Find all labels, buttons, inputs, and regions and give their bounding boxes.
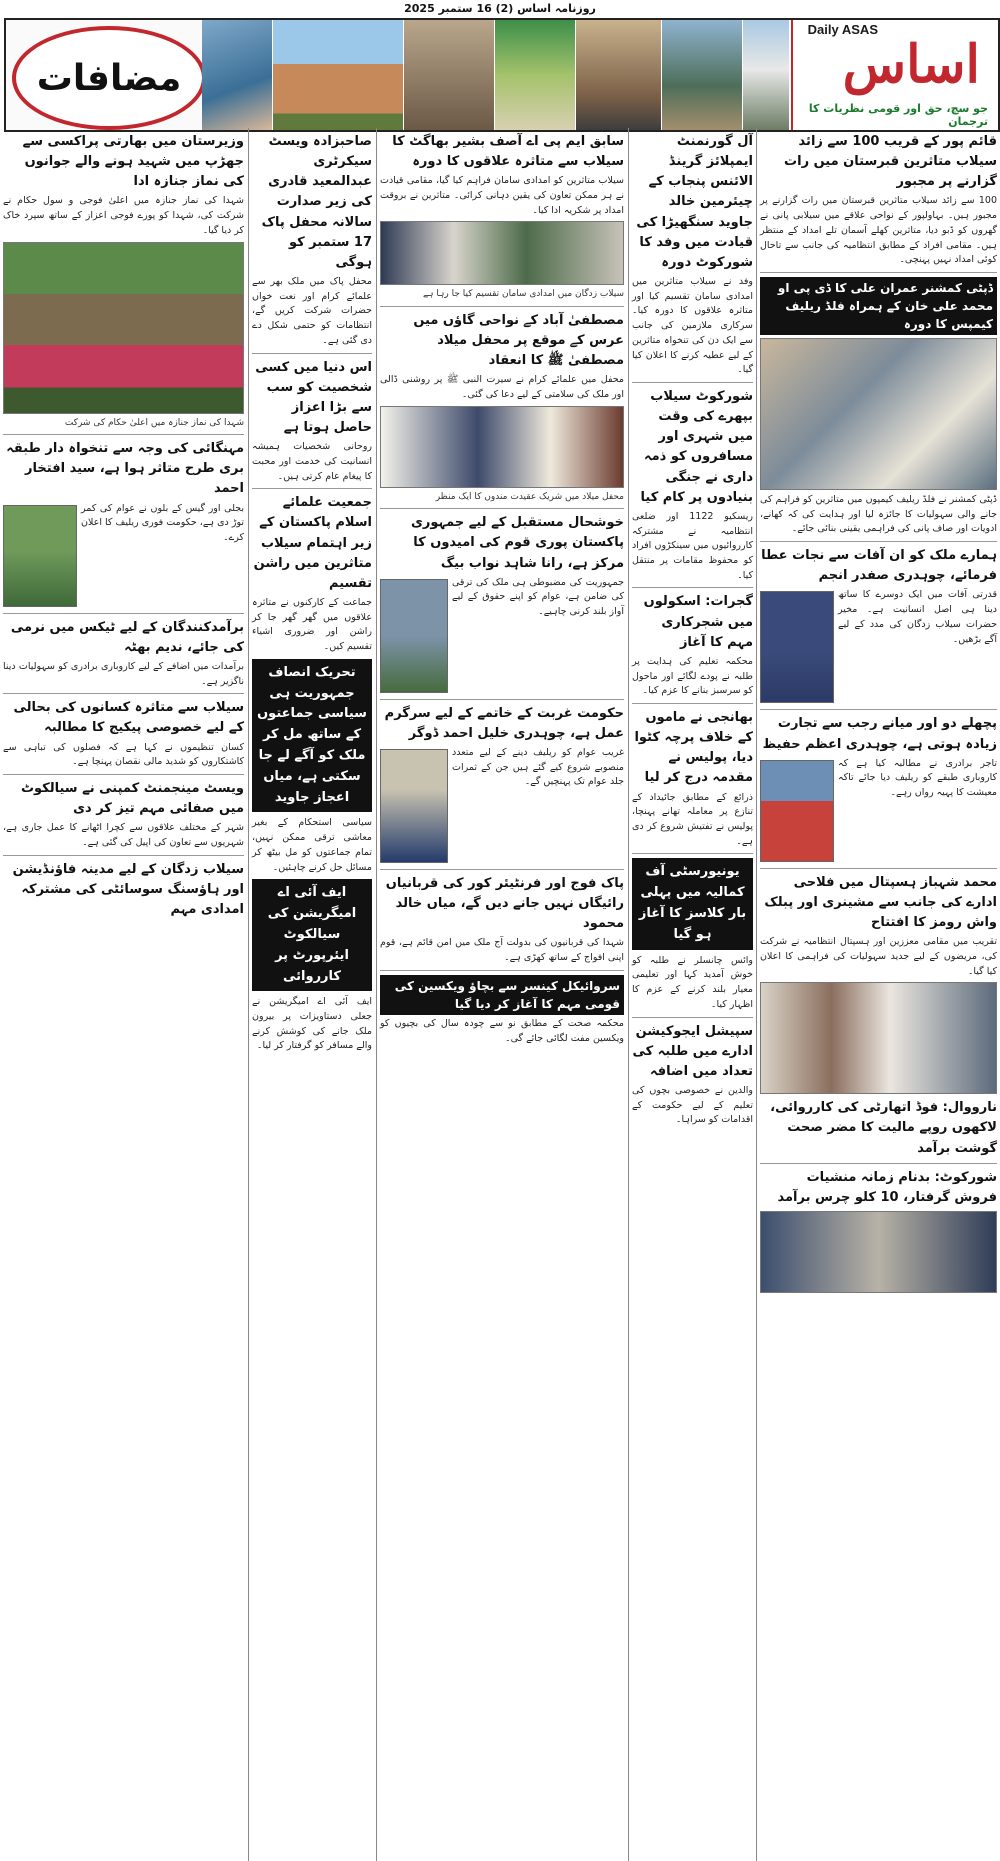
headline: گجرات: اسکولوں میں شجرکاری مہم کا آغاز [643, 594, 753, 650]
dateline: روزنامہ اساس (2) 16 ستمبر 2025 [404, 2, 596, 15]
news-photo [3, 242, 244, 414]
masthead-photo-collage [202, 20, 790, 130]
article-body: شہدا کی نماز جنازہ میں اعلیٰ فوجی و سول حکام نے شرکت کی، شہدا کو پورے فوجی اعزاز کے ساتھ سپرد خاک کر دیا گیا۔ [3, 195, 244, 236]
divider [380, 699, 624, 700]
newspaper-logo [791, 20, 998, 130]
divider [380, 508, 624, 509]
divider [380, 869, 624, 870]
article-body: جمہوریت کی مضبوطی ہی ملک کی ترقی کی ضامن ہے، عوام کو اپنے حقوق کے لیے آواز بلند کرنی چاہیے۔ [452, 576, 624, 618]
divider [632, 1017, 753, 1018]
article-body: شہر کے مختلف علاقوں سے کچرا اٹھانے کا عمل جاری ہے، شہریوں سے تعاون کی اپیل کی گئی ہے۔ [3, 822, 244, 848]
divider [632, 382, 753, 383]
headline: آل گورنمنٹ ایمپلائز گرینڈ الائنس پنجاب کے چیئرمین خالد جاوید سنگھیڑا کی قیادت میں وفد کا شورکوٹ دورہ [636, 134, 753, 270]
article-body: بجلی اور گیس کے بلوں نے عوام کی کمر توڑ دی ہے، حکومت فوری ریلیف کا اعلان کرے۔ [81, 502, 244, 543]
masthead [4, 18, 1000, 132]
news-photo [760, 338, 997, 490]
article-body: ڈپٹی کمشنر نے فلڈ ریلیف کیمپوں میں متاثرین کو فراہم کی جانے والی سہولیات کا جائزہ لیا اور ہدایت کی کہ کھانے، ادویات اور صاف پانی کی فراہمی یقینی بنائی جائے۔ [760, 494, 997, 535]
headline: وزیرستان میں بھارتی پراکسی سے جھڑپ میں شہید ہونے والے جوانوں کی نماز جنازہ ادا [22, 134, 244, 190]
divider [380, 970, 624, 971]
article-body: شہدا کی قربانیوں کی بدولت آج ملک میں امن قائم ہے، قوم اپنی افواج کے ساتھ کھڑی ہے۔ [380, 937, 624, 964]
logo-title: اساس [842, 34, 980, 95]
headline-box: یونیورسٹی آف کمالیہ میں پہلی بار کلاسز کا آغاز ہو گیا [632, 858, 753, 949]
article-body: سیاسی استحکام کے بغیر معاشی ترقی ممکن نہیں، تمام جماعتوں کو مل بیٹھ کر مسائل حل کرنے چاہئیں۔ [252, 817, 372, 873]
news-photo [380, 406, 624, 488]
masthead-photo [273, 20, 404, 130]
photo-caption: محفل میلاد میں شریک عقیدت مندوں کا ایک منظر [435, 491, 624, 502]
daily-label: Daily ASAS [807, 22, 878, 37]
article-body: برآمدات میں اضافے کے لیے کاروباری برادری کو سہولیات دینا ناگزیر ہے۔ [3, 660, 244, 687]
photo-caption: شہدا کی نماز جنازہ میں اعلیٰ حکام کی شرکت [64, 417, 244, 428]
article-body: ایف آئی اے امیگریشن نے جعلی دستاویزات پر بیرون ملک جانے کی کوشش کرنے والے مسافر کو گرفتار کر لیا۔ [252, 996, 372, 1052]
article-body: وائس چانسلر نے طلبہ کو خوش آمدید کہا اور تعلیمی معیار بلند کرنے کے عزم کا اظہار کیا۔ [632, 954, 753, 1010]
article-body: محفل پاک میں ملک بھر سے علمائے کرام اور نعت خواں حضرات شرکت کریں گے، انتظامات کو حتمی شکل دے دی گئی ہے۔ [252, 275, 372, 346]
column-3 [377, 128, 627, 1861]
column-5 [0, 128, 247, 1861]
article-body: محکمہ تعلیم کی ہدایت پر طلبہ نے پودے لگائے اور ماحول کو سرسبز بنانے کا عزم کیا۔ [632, 655, 753, 697]
section-title: مضافات [36, 57, 182, 99]
divider [760, 272, 997, 273]
headline-box: ایف آئی اے امیگریشن کی سیالکوٹ ایئرپورٹ پر کارروائی [252, 879, 372, 991]
headline: سابق ایم پی اے آصف بشیر بھاگٹ کا سیلاب سے متاثرہ علاقوں کا دورہ [392, 134, 624, 170]
portrait-photo [3, 505, 77, 607]
masthead-photo [495, 20, 576, 130]
divider [632, 703, 753, 704]
divider [3, 693, 244, 694]
article-body: ریسکیو 1122 اور ضلعی انتظامیہ نے مشترکہ کارروائیوں میں سینکڑوں افراد کو محفوظ مقامات پر منتقل کیا۔ [632, 510, 753, 581]
article-body: والدین نے خصوصی بچوں کی تعلیم کے لیے حکومت کے اقدامات کو سراہا۔ [632, 1084, 753, 1126]
headline: حکومت غربت کے خاتمے کے لیے سرگرم عمل ہے، چوہدری خلیل احمد ڈوگر [384, 705, 624, 741]
headline: شورکوٹ سیلاب بپھرے کی وقت میں شہری اور مسافروں کو ذمہ داری نے جنگی بنیادوں پر کام کیا [640, 389, 753, 505]
headline: محمد شہباز ہسپتال میں فلاحی ادارے کی جانب سے مشینری اور پبلک واش رومز کا افتتاح [764, 874, 997, 931]
news-photo [760, 982, 997, 1094]
headline: پاک فوج اور فرنٹیئر کور کی قربانیاں رائیگاں نہیں جانے دیں گے، میاں خالد محمود [385, 876, 624, 932]
headline: ہمارے ملک کو ان آفات سے نجات عطا فرمائے، چوہدری صفدر انجم [761, 548, 997, 584]
headline: نارووال: فوڈ اتھارٹی کی کارروائی، لاکھوں روپے مالیت کا مضر صحت گوشت برآمد [770, 1100, 997, 1156]
portrait-photo [760, 591, 834, 703]
headline: جمعیت علمائے اسلام پاکستان کے زیر اہتمام سیلاب متاثرین میں راشن تقسیم [253, 495, 372, 591]
headline: اس دنیا میں کسی شخصیت کو سب سے بڑا اعزاز حاصل ہوتا ہے [255, 359, 372, 435]
headline: ڈپٹی کمشنر عمران علی کا ڈی پی او محمد علی خان کے ہمراہ فلڈ ریلیف کیمپس کا دورہ [760, 277, 997, 335]
portrait-photo [380, 749, 448, 863]
divider [3, 613, 244, 614]
headline: سیلاب سے متاثرہ کسانوں کی بحالی کے لیے خصوصی پیکیج کا مطالبہ [13, 700, 244, 736]
divider [252, 488, 372, 489]
headline: ویسٹ مینجمنٹ کمپنی نے سیالکوٹ میں صفائی مہم تیز کر دی [20, 780, 244, 817]
article-body: کسان تنظیموں نے کہا ہے کہ فصلوں کی تباہی سے کاشتکاروں کو شدید مالی نقصان پہنچا ہے۔ [3, 741, 244, 768]
news-photo [380, 221, 624, 285]
photo-caption: سیلاب زدگان میں امدادی سامان تقسیم کیا جا رہا ہے [422, 289, 624, 300]
divider [760, 541, 997, 542]
divider [380, 306, 624, 307]
article-body: تاجر برادری نے مطالبہ کیا ہے کہ کاروباری طبقے کو ریلیف دیا جائے تاکہ معیشت کا پہیہ رواں رہے۔ [838, 757, 997, 799]
divider [632, 587, 753, 588]
article-body: غریب عوام کو ریلیف دینے کے لیے متعدد منصوبے شروع کیے گئے ہیں جن کے ثمرات جلد عوام تک پہنچیں گے۔ [452, 747, 624, 788]
portrait-photo [380, 579, 448, 693]
masthead-photo [404, 20, 495, 130]
article-body: روحانی شخصیات ہمیشہ انسانیت کی خدمت اور محبت کا پیغام عام کرتی ہیں۔ [252, 441, 372, 482]
divider [3, 774, 244, 775]
headline: سیلاب زدگان کے لیے مدینہ فاؤنڈیشن اور ہاؤسنگ سوسائٹی کی مشترکہ امدادی مہم [12, 861, 244, 917]
headline: برآمدکنندگان کے لیے ٹیکس میں نرمی کی جائے، ندیم بھٹہ [10, 619, 244, 655]
headline: صاحبزادہ ویسٹ سیکرٹری عبدالمعید قادری کی زیر صدارت سالانہ محفل پاک 17 ستمبر کو ہوگی [261, 134, 372, 270]
headline: قائم پور کے قریب 100 سے زائد سیلاب متاثرین قبرستان میں رات گزارنے پر مجبور [784, 134, 997, 190]
headline: بھانجی نے ماموں کے خلاف پرچہ کٹوا دیا، پولیس نے مقدمہ درج کر لیا [634, 710, 753, 786]
headline: پچھلے دو اور میانے رجب سے تجارت زیادہ ہوتی ہے، چوہدری اعظم حفیظ [762, 716, 997, 752]
divider [252, 353, 372, 354]
article-body: قدرتی آفات میں ایک دوسرے کا ساتھ دینا ہی اصل انسانیت ہے۔ مخیر حضرات سیلاب زدگان کی مدد کے لیے آگے بڑھیں۔ [838, 589, 997, 645]
divider [3, 434, 244, 435]
headline: سپیشل ایجوکیشن ادارے میں طلبہ کی تعداد میں اضافہ [632, 1023, 753, 1079]
masthead-photo [576, 20, 662, 130]
headline: خوشحال مستقبل کے لیے جمہوری پاکستان پوری قوم کی امیدوں کا مرکز ہے، رانا شاہد نواب بیگ [410, 515, 624, 571]
news-photo [760, 1211, 997, 1293]
divider [632, 853, 753, 854]
headline: سروائیکل کینسر سے بچاؤ ویکسین کی قومی مہم کا آغاز کر دیا گیا [380, 975, 624, 1015]
article-body: محکمہ صحت کے مطابق نو سے چودہ سال کی بچیوں کو ویکسین مفت لگائی جائے گی۔ [380, 1017, 624, 1044]
section-title-oval [12, 26, 206, 130]
divider [760, 868, 997, 869]
headline: مہنگائی کی وجہ سے تنخواہ دار طبقہ بری طرح متاثر ہوا ہے، سید افتخار احمد [6, 441, 244, 497]
headline-box: تحریک انصاف جمہوریت ہی سیاسی جماعتوں کے ساتھ مل کر ملک کو آگے لے جا سکتی ہے، میاں اعجاز جاوید [252, 659, 372, 813]
masthead-photo [743, 20, 790, 130]
article-body: جماعت کے کارکنوں نے متاثرہ علاقوں میں گھر گھر جا کر راشن اور ضروری اشیاء تقسیم کیں۔ [252, 597, 372, 653]
article-body: ذرائع کے مطابق جائیداد کے تنازع پر معاملہ تھانے پہنچا، پولیس نے تفتیش شروع کر دی ہے۔ [632, 791, 753, 847]
portrait-photo [760, 760, 834, 862]
masthead-photo [202, 20, 273, 130]
article-body: محفل میں علمائے کرام نے سیرت النبی ﷺ پر روشنی ڈالی اور ملک کی سلامتی کے لیے دعا کی گئی۔ [380, 374, 624, 401]
masthead-photo [662, 20, 743, 130]
column-2 [629, 128, 756, 1861]
article-body: تقریب میں مقامی معززین اور ہسپتال انتظامیہ نے شرکت کی، مریضوں کے لیے جدید سہولیات کی فراہمی کا اعلان کیا گیا۔ [760, 936, 997, 977]
headline: شورکوٹ: بدنام زمانہ منشیات فروش گرفتار، 10 کلو چرس برآمد [777, 1169, 997, 1205]
logo-tagline: جو سچ، حق اور قومی نظریات کا ترجمان [808, 102, 988, 128]
article-body: وفد نے سیلاب متاثرین میں امدادی سامان تقسیم کیا اور متاثرہ علاقوں کا دورہ کیا۔ سرکاری ملازمین کی جانب سے ایک دن کی تنخواہ متاثرین کے لیے عطیہ کرنے کا اعلان کیا گیا۔ [632, 275, 753, 376]
divider [760, 709, 997, 710]
article-body: 100 سے زائد سیلاب متاثرین قبرستان میں رات گزارنے پر مجبور ہیں۔ بہاولپور کے نواحی علاقے میں سیلابی پانی نے گھروں کو ڈبو دیا، متاثرین کھلے آسمان تلے امداد کے منتظر ہیں۔ مقامی افراد کے مطابق انتظامیہ کی جانب سے تاحال کوئی امداد نہیں پہنچی۔ [760, 195, 997, 266]
headline: مصطفیٰ آباد کے نواحی گاؤں میں عرس کے موقع پر محفل میلاد مصطفیٰ ﷺ کا انعقاد [413, 312, 624, 369]
divider [760, 1163, 997, 1164]
divider [3, 855, 244, 856]
article-body: سیلاب متاثرین کو امدادی سامان فراہم کیا گیا، مقامی قیادت نے ہر ممکن تعاون کی یقین دہانی کرائی۔ متاثرین نے بروقت امداد پر شکریہ ادا کیا۔ [380, 175, 624, 216]
column-4 [249, 128, 375, 1861]
column-1 [757, 128, 1000, 1861]
